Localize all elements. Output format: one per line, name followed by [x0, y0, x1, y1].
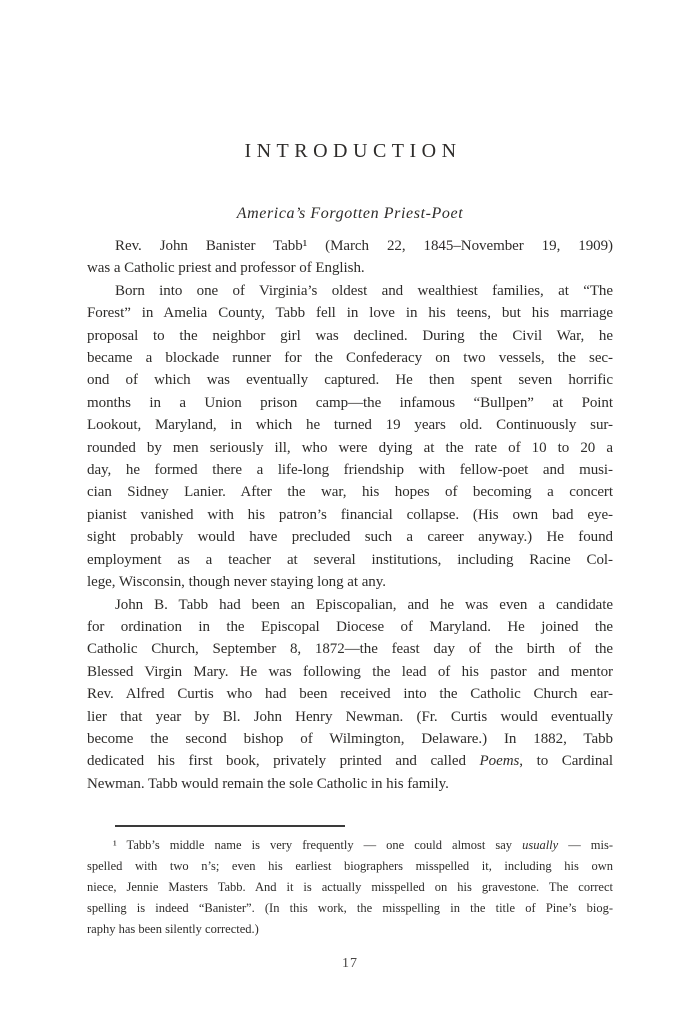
paragraph-biography-intro: Rev. John Banister Tabb¹ (March 22, 1845–November 19, 1909) was a Catholic priest and professor of English. — [87, 238, 613, 277]
paragraph-early-life: Born into one of Virginia’s oldest and wealthiest families, at “The Forest” in Amelia County, Tabb fell in love in his teens, but his marriage proposal to the neighbor girl was declined. During the Civil War, he became a blockade runner for the Confederacy on two vessels, the sec- ond of which was eventually captured. He then spent seven horrific months in a Union prison camp—the infamous “Bullpen” at Point Lookout, Maryland, in which he turned 19 years old. Continuously sur- rounded by men seriously ill, who were dying at the rate of 10 to 20 a day, he formed there a life-long friendship with fellow-poet and musi- cian Sidney Lanier. After the war, his hopes of becoming a concert pianist vanished with his patron’s financial collapse. (His own bad eye- sight probably would have precluded such a career anyway.) He found employment as a teacher at several institutions, including Racine Col- lege, Wisconsin, though never staying long at any. — [87, 282, 613, 591]
body-text — [87, 235, 613, 795]
text-column — [87, 0, 613, 972]
paragraph-conversion: John B. Tabb had been an Episcopalian, and he was even a candidate for ordination in the Episcopal Diocese of Maryland. He joined the Catholic Church, September 8, 1872—the feast day of the birth of the Blessed Virgin Mary. He was following the lead of his pastor and mentor Rev. Alfred Curtis who had been received into the Catholic Church ear- lier that year by Bl. John Henry Newman. (Fr. Curtis would eventually become the second bishop of Wilmington, Delaware.) In 1882, Tabb dedicated his first book, privately printed and called Poems, to Cardinal Newman. Tabb would remain the sole Catholic in his family. — [87, 596, 613, 792]
footnote: ¹ Tabb’s middle name is very frequently — one could almost say usually — mis- spelled with two n’s; even his earliest biographers misspelled it, including his own niece, Jennie Masters Tabb. And it is actually misspelled on his gravestone. The correct spelling is indeed “Banister”. (In this work, the misspelling in the title of Pine’s biog- raphy has been silently corrected.) — [87, 838, 613, 937]
page-number: 17 — [342, 956, 358, 972]
footnote-separator-rule — [115, 825, 345, 827]
chapter-title: INTRODUCTION — [244, 140, 462, 162]
section-subtitle: America’s Forgotten Priest-Poet — [236, 205, 464, 222]
